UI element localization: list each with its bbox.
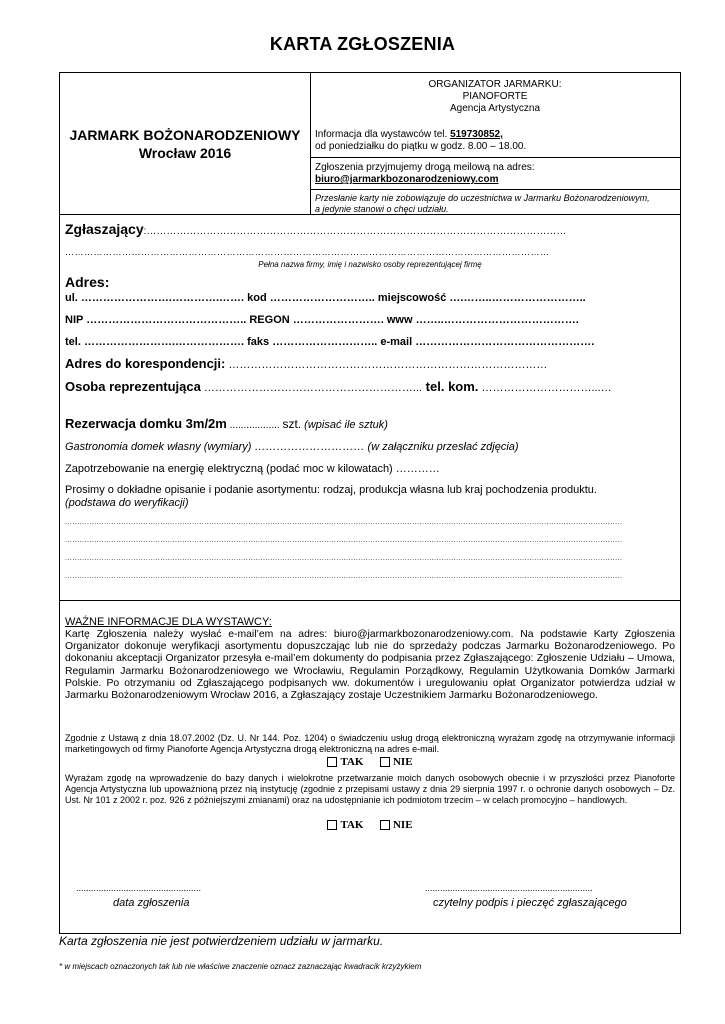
consent-data-processing: Wyrażam zgodę na wprowadzenie do bazy danych i wielokrotne przetwarzanie moich danych osobowych obecnie i w przyszłości przez Pianoforte Agencja Artystyczna lub upoważnioną przez nią instytucję (zgodnie z przepisami ustawy z dnia 29 sierpnia 1997 r. o ochronie danych osobowych – Dz. Ust. Nr 101 z 2002 r. poz. 926 z późniejszymi zmianami) oraz na udostępnianie ich podmiotom trzecim – w celach promocyjno – handlowych. bbox=[65, 773, 675, 805]
correspondence-field[interactable] bbox=[65, 356, 675, 371]
booking-label: Rezerwacja domku 3m/2m bbox=[65, 416, 227, 431]
date-label: data zgłoszenia bbox=[113, 897, 190, 909]
address-colon: : bbox=[104, 274, 110, 290]
energy-line[interactable]: Zapotrzebowanie na energię elektryczną (podać moc w kilowatach) ………… bbox=[65, 463, 440, 475]
address-nip-line[interactable]: NIP …………………………………….. REGON ……………………. www ……..………………………………. bbox=[65, 314, 579, 326]
assortment-line-4[interactable]: .................................................................................................................................................................................................................................... bbox=[65, 573, 623, 580]
address-label: Adres bbox=[65, 274, 105, 290]
representative-field[interactable] bbox=[65, 379, 612, 394]
assortment-line-2[interactable]: .................................................................................................................................................................................................................................... bbox=[65, 537, 623, 544]
correspondence-label: Adres do korespondencji: bbox=[65, 356, 226, 371]
consent-marketing-options bbox=[60, 756, 680, 768]
yes-checkbox[interactable]: TAK bbox=[327, 756, 363, 768]
applicant-line-2[interactable]: ……………………………………………………………………………………………………………………………………… bbox=[65, 247, 550, 257]
application-form bbox=[60, 214, 680, 601]
disclaimer-line-1: Przesłanie karty nie zobowiązuje do uczestnictwa w Jarmarku Bożonarodzeniowym, bbox=[315, 193, 650, 203]
event-place-year: Wrocław 2016 bbox=[138, 144, 232, 161]
info-prefix: Informacja dla wystawców tel. bbox=[315, 129, 451, 140]
signature-line[interactable]: ................................................................... bbox=[425, 883, 593, 893]
important-text: Kartę Zgłoszenia należy wysłać e-mail’em na adres: biuro@jarmarkbozonarodzeniowy.com. Na podstawie Karty Zgłoszenia Organizator dokonuje weryfikacji asortymentu dopuszczając lub nie do sprzedaży podczas Jarmarku Bożonarodzeniowego. Po dokonaniu akceptacji Organizator przesyła e-mail’em dokumenty do podpisania przez Zgłaszającego: Zgłoszenie Udziału – Umowa, Regulamin Jarmarku Bożonarodzeniowego we Wrocławiu, Regulamin Porządkowy, Regulamin Użytkowania Domków Jarmarki Polskie. Po otrzymaniu od Zgłaszającego podpisanych ww. dokumentów i uregulowaniu opłat Organizator potwierdza udział w Jarmarku Bożonarodzeniowym Wrocław 2016, a Zgłaszający zostaje Uczestnikiem Jarmarku Bożonarodzeniowego. bbox=[65, 629, 675, 702]
organizer-email: biuro@jarmarkbozonarodzeniowy.com bbox=[315, 174, 499, 185]
booking-note: (wpisać ile sztuk) bbox=[301, 419, 388, 431]
signature-label: czytelny podpis i pieczęć zgłaszającego bbox=[433, 897, 627, 909]
booking-unit: szt. bbox=[282, 417, 302, 431]
date-signature-line[interactable]: .................................................. bbox=[76, 883, 202, 893]
rep-dots: …………………………………………………... bbox=[200, 382, 423, 394]
address-street-line[interactable]: ul. …………………….………….……. kod ……………………….. miejscowość ….……..…………………….. bbox=[65, 292, 586, 304]
checkbox-icon bbox=[327, 757, 337, 767]
assortment-note: (podstawa do weryfikacji) bbox=[65, 497, 189, 509]
document-title: KARTA ZGŁOSZENIA bbox=[269, 34, 456, 54]
assortment-text: Prosimy o dokładne opisanie i podanie asortymentu: rodzaj, produkcja własna lub kraj pochodzenia produktu. bbox=[65, 484, 597, 496]
checkbox-icon bbox=[380, 820, 390, 830]
no-checkbox[interactable]: NIE bbox=[380, 756, 413, 768]
gastronomy-line[interactable]: Gastronomia domek własny (wymiary) ………………………… (w załączniku przesłać zdjęcia) bbox=[65, 441, 519, 453]
rep-phone-dots: …………………………...… bbox=[478, 382, 612, 394]
form-frame bbox=[59, 72, 681, 934]
assortment-line-3[interactable]: .................................................................................................................................................................................................................................... bbox=[65, 555, 623, 562]
organizer-agency: Agencja Artystyczna bbox=[449, 103, 541, 114]
organizer-heading: ORGANIZATOR JARMARKU: bbox=[428, 79, 562, 90]
organizer-phone: 519730852, bbox=[450, 129, 503, 140]
booking-dots: .................. bbox=[226, 420, 283, 431]
rep-label: Osoba reprezentująca bbox=[65, 379, 201, 394]
organizer-hours: od poniedziałku do piątku w godz. 8.00 – 18.00. bbox=[315, 141, 527, 152]
rep-phone-label: tel. kom. bbox=[422, 379, 479, 394]
applicant-label: Zgłaszający bbox=[65, 221, 144, 237]
footer-note: Karta zgłoszenia nie jest potwierdzeniem udziału w jarmarku. bbox=[59, 934, 384, 948]
consent-marketing: Zgodnie z Ustawą z dnia 18.07.2002 (Dz. U. Nr 144. Poz. 1204) o świadczeniu usług drogą elektroniczną wyrażam zgodę na otrzymywanie informacji marketingowych od firmy Pianoforte Agencja Artystyczna drogą elektroniczną na adres e-mail. bbox=[65, 733, 675, 754]
applicant-dots: :……………………………………………………………………………………………………………… bbox=[143, 226, 567, 237]
event-name: JARMARK BOŻONARODZENIOWY bbox=[69, 126, 301, 143]
applicant-field[interactable] bbox=[65, 221, 675, 237]
yes-checkbox[interactable]: TAK bbox=[327, 819, 363, 831]
footer-hint: * w miejscach oznaczonych tak lub nie właściwe znaczenie oznacz zaznaczając kwadracik krzyżykiem bbox=[59, 962, 422, 971]
assortment-line-1[interactable]: .................................................................................................................................................................................................................................... bbox=[65, 519, 623, 526]
correspondence-dots: …………………………………………………………………………… bbox=[225, 359, 548, 371]
event-header bbox=[60, 73, 311, 215]
organizer-panel bbox=[310, 73, 680, 215]
organizer-name: PIANOFORTE bbox=[462, 91, 528, 102]
checkbox-icon bbox=[327, 820, 337, 830]
address-tel-line[interactable]: tel. …………………….………………. faks ……………………….. e-mail …………………………………………. bbox=[65, 336, 595, 348]
no-checkbox[interactable]: NIE bbox=[380, 819, 413, 831]
important-heading: WAŻNE INFORMACJE DLA WYSTAWCY: bbox=[65, 616, 272, 628]
mail-text: Zgłoszenia przyjmujemy drogą meilową na adres: bbox=[315, 162, 535, 173]
applicant-note: Pełna nazwa firmy, imię i nazwisko osoby reprezentującej firmę bbox=[258, 260, 482, 269]
disclaimer-line-2: a jedynie stanowi o chęci udziału. bbox=[315, 204, 449, 214]
booking-field[interactable] bbox=[65, 416, 388, 431]
consent-data-options bbox=[60, 819, 680, 831]
checkbox-icon bbox=[380, 757, 390, 767]
